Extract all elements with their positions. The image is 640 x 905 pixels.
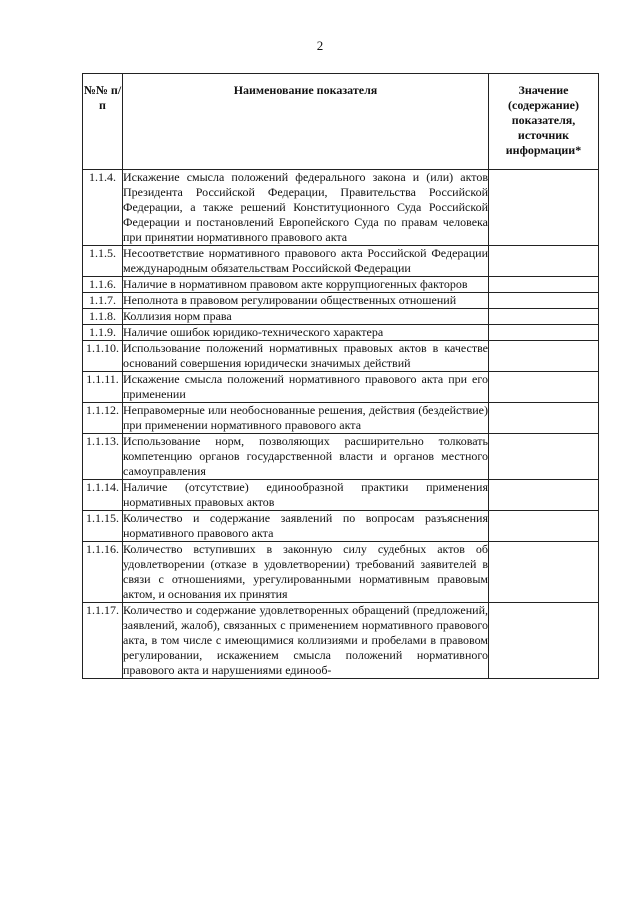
- row-number: 1.1.14.: [83, 480, 123, 511]
- indicator-value-cell: [489, 325, 599, 341]
- row-number: 1.1.13.: [83, 434, 123, 480]
- row-number: 1.1.7.: [83, 293, 123, 309]
- indicator-name: Коллизия норм права: [123, 309, 489, 325]
- indicator-name: Несоответствие нормативного правового акта Российской Федерации международным обязательствам Российской Федерации: [123, 246, 488, 275]
- table-row: [83, 480, 599, 511]
- header-name: Наименование показателя: [123, 74, 489, 170]
- header-value: Значение (содержание) показателя, источник информации*: [489, 74, 599, 170]
- row-number: 1.1.5.: [83, 246, 123, 277]
- indicator-name: Количество и содержание удовлетворенных обращений (предложений, заявлений, жалоб), связанных с применением нормативного правового акта, в том числе с имеющимися коллизиями и пробелами в правовом регулировании, искажением смысла положений нормативного правового акта и нарушениями единооб-: [123, 603, 488, 677]
- table-row: [83, 434, 599, 480]
- row-number: 1.1.10.: [83, 341, 123, 372]
- indicator-value-cell: [489, 542, 599, 603]
- header-number: №№ п/п: [83, 74, 123, 170]
- indicator-value-cell: [489, 341, 599, 372]
- indicator-value-cell: [489, 480, 599, 511]
- page-number: 2: [316, 38, 324, 53]
- table-row: [83, 542, 599, 603]
- indicator-value-cell: [489, 403, 599, 434]
- row-number: 1.1.6.: [83, 277, 123, 293]
- indicator-name: Количество вступивших в законную силу судебных актов об удовлетворении (отказе в удовлетворении) требований заявителей в связи с отношениями, урегулированными нормативным правовым актом, и основания их принятия: [123, 542, 488, 601]
- indicator-name: Наличие в нормативном правовом акте коррупциогенных факторов: [123, 277, 489, 293]
- table-header-row: [83, 74, 599, 170]
- row-number: 1.1.12.: [83, 403, 123, 434]
- indicator-value-cell: [489, 372, 599, 403]
- indicator-value-cell: [489, 293, 599, 309]
- indicator-name: Искажение смысла положений нормативного правового акта при его применении: [123, 372, 488, 401]
- indicator-name: Наличие ошибок юридико-технического характера: [123, 325, 489, 341]
- table-row: [83, 603, 599, 679]
- row-number: 1.1.11.: [83, 372, 123, 403]
- indicator-value-cell: [489, 277, 599, 293]
- indicator-value-cell: [489, 246, 599, 277]
- row-number: 1.1.16.: [83, 542, 123, 603]
- indicators-table: [82, 73, 599, 679]
- indicator-name: Количество и содержание заявлений по вопросам разъяснения нормативного правового акта: [123, 511, 488, 540]
- indicator-name: Наличие (отсутствие) единообразной практики применения нормативных правовых актов: [123, 480, 488, 509]
- row-number: 1.1.17.: [83, 603, 123, 679]
- row-number: 1.1.4.: [83, 170, 123, 246]
- indicator-value-cell: [489, 434, 599, 480]
- table-row: [83, 372, 599, 403]
- table-row: [83, 403, 599, 434]
- table-row: [83, 309, 599, 325]
- table-body: [83, 170, 599, 679]
- indicator-name: Использование норм, позволяющих расширительно толковать компетенцию органов государственной власти и органов местного самоуправления: [123, 434, 488, 478]
- table-row: [83, 277, 599, 293]
- indicator-value-cell: [489, 603, 599, 679]
- table-row: [83, 170, 599, 246]
- table-row: [83, 293, 599, 309]
- table-row: [83, 246, 599, 277]
- indicator-name: Неполнота в правовом регулировании общественных отношений: [123, 293, 489, 309]
- row-number: 1.1.15.: [83, 511, 123, 542]
- indicator-name: Использование положений нормативных правовых актов в качестве оснований совершения юридически значимых действий: [123, 341, 488, 370]
- table-row: [83, 341, 599, 372]
- row-number: 1.1.8.: [83, 309, 123, 325]
- indicator-value-cell: [489, 511, 599, 542]
- indicator-name: Неправомерные или необоснованные решения, действия (бездействие) при применении нормативного правового акта: [123, 403, 488, 432]
- table-row: [83, 511, 599, 542]
- row-number: 1.1.9.: [83, 325, 123, 341]
- indicator-name: Искажение смысла положений федерального закона и (или) актов Президента Российской Федерации, Правительства Российской Федерации, а также решений Конституционного Суда Российской Федерации и постановлений Европейского Суда по правам человека при принятии нормативного правового акта: [123, 170, 488, 244]
- indicator-value-cell: [489, 170, 599, 246]
- table-row: [83, 325, 599, 341]
- indicator-value-cell: [489, 309, 599, 325]
